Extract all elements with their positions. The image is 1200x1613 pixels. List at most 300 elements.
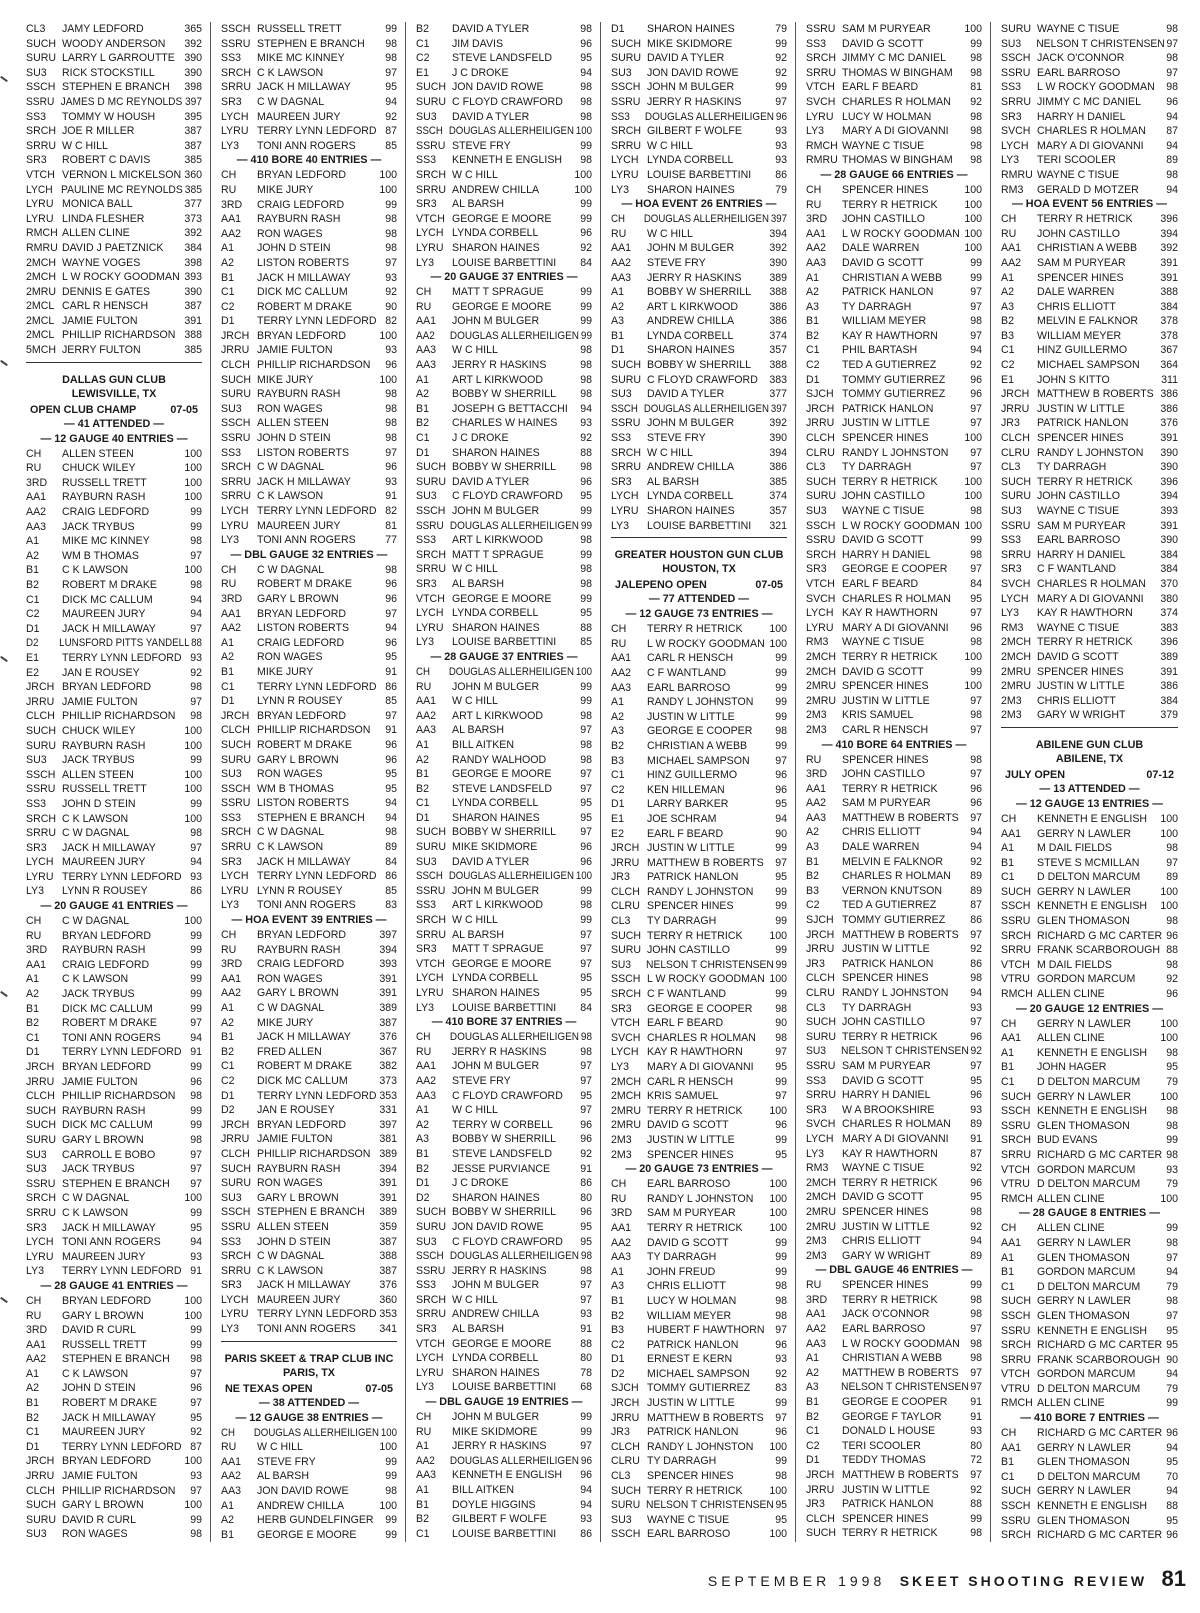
shooter-name: JOHN CASTILLO	[842, 1016, 926, 1029]
placement: SR3	[1001, 563, 1022, 576]
score: 90	[775, 827, 787, 840]
score: 96	[970, 1176, 982, 1189]
result-row	[26, 461, 202, 476]
score: 391	[184, 314, 202, 327]
placement: A1	[416, 1440, 429, 1453]
score: 99	[190, 1513, 202, 1526]
shooter-name: STEPHEN E BRANCH	[257, 1206, 365, 1219]
score: 100	[964, 519, 982, 532]
shooter-name: DOUGLAS ALLERHEILIGEN	[449, 1031, 579, 1044]
placement: SSCH	[221, 23, 251, 35]
placement: AA2	[221, 227, 242, 240]
score: 94	[385, 811, 397, 824]
score: 97	[580, 826, 592, 839]
event-heading: — HOA EVENT 26 ENTRIES —	[621, 198, 777, 211]
result-row	[611, 724, 787, 739]
placement: VTRU	[1001, 1178, 1030, 1191]
shooter-name: SPENCER HINES	[842, 432, 929, 445]
score: 97	[970, 446, 982, 459]
shooter-name: LISTON ROBERTS	[257, 446, 350, 459]
shooter-name: ROBERT M DRAKE	[257, 300, 352, 313]
result-row	[1001, 1265, 1178, 1280]
shooter-name: JOHN CASTILLO	[842, 768, 926, 781]
result-row	[26, 958, 202, 973]
score: 85	[385, 884, 397, 897]
result-row	[611, 1323, 787, 1338]
edge-mark	[0, 991, 8, 997]
result-row	[806, 986, 982, 1001]
placement: A1	[1001, 842, 1014, 855]
placement: SRCH	[1001, 929, 1032, 942]
score: 95	[580, 1089, 592, 1102]
placement: B2	[806, 1410, 819, 1423]
placement: SUCH	[416, 461, 447, 474]
placement: B1	[1001, 1266, 1014, 1279]
placement: 5MCH	[26, 344, 57, 357]
placement: CL3	[806, 1001, 826, 1014]
placement: SRRU	[221, 490, 252, 503]
placement: AA3	[806, 1337, 827, 1350]
result-row	[611, 271, 787, 286]
result-row	[806, 446, 982, 461]
result-row	[221, 928, 397, 943]
score: 98	[580, 23, 592, 35]
shooter-name: CARL R HENSCH	[647, 1075, 734, 1088]
score: 88	[580, 1337, 592, 1350]
result-row	[416, 1380, 592, 1395]
result-row	[416, 460, 592, 475]
shooter-name: JOHN HAGER	[1037, 1061, 1107, 1074]
placement: SR3	[26, 154, 47, 167]
score: 100	[769, 1207, 787, 1220]
result-row	[26, 1513, 202, 1528]
result-row	[26, 709, 202, 724]
shooter-name: CHRIS ELLIOTT	[647, 1280, 726, 1293]
score: 95	[1166, 1514, 1178, 1527]
score: 99	[775, 842, 787, 855]
score: 96	[970, 388, 982, 401]
score: 96	[385, 636, 397, 649]
placement: RU	[416, 300, 432, 313]
result-row	[1001, 577, 1178, 592]
result-row	[221, 796, 397, 811]
placement: B3	[611, 1324, 624, 1337]
score: 385	[769, 475, 787, 488]
score: 97	[1166, 1309, 1178, 1322]
placement: SURU	[221, 388, 252, 401]
shooter-name: DALE WARREN	[842, 242, 920, 255]
placement: JRCH	[26, 1061, 55, 1073]
shooter-name: DOUGLAS ALLERHEILIGEN	[449, 519, 579, 532]
placement: AA1	[221, 1455, 242, 1468]
score: 379	[1160, 709, 1178, 722]
shooter-name: GORDON MARCUM	[1037, 973, 1136, 986]
result-row	[26, 520, 202, 535]
placement: AA1	[1001, 1236, 1022, 1249]
score: 392	[1160, 242, 1178, 255]
shooter-name: DAVID G SCOTT	[842, 256, 924, 269]
score: 93	[385, 344, 397, 357]
shooter-name: MIKE SKIDMORE	[452, 1425, 538, 1438]
shooter-name: JIMMY C MC DANIEL	[1037, 95, 1141, 108]
score: 97	[775, 1324, 787, 1337]
score: 98	[970, 1352, 982, 1365]
placement: RU	[26, 929, 42, 942]
result-row	[611, 1133, 787, 1148]
result-row	[221, 241, 397, 256]
score: 98	[190, 535, 202, 548]
result-row	[416, 416, 592, 431]
edge-mark	[0, 76, 8, 82]
placement: A1	[1001, 1251, 1014, 1264]
result-row	[611, 285, 787, 300]
placement: SU3	[26, 1163, 47, 1176]
score: 91	[970, 1410, 982, 1423]
result-row	[806, 37, 982, 52]
result-row	[26, 651, 202, 666]
placement: CH	[221, 563, 237, 576]
score: 97	[970, 768, 982, 781]
score: 91	[385, 665, 397, 678]
shooter-name: JUSTIN W LITTLE	[647, 1133, 735, 1146]
shooter-name: LUCY W HOLMAN	[647, 1294, 737, 1307]
placement: LYRU	[611, 505, 639, 517]
shooter-name: STEPHEN E BRANCH	[62, 1177, 170, 1190]
shooter-name: GORDON MARCUM	[1037, 1163, 1136, 1176]
score: 99	[190, 929, 202, 942]
shooter-name: C W DAGNAL	[257, 95, 325, 108]
result-row	[26, 270, 202, 285]
result-row	[1001, 650, 1178, 665]
score: 91	[580, 1162, 592, 1175]
result-row	[1001, 139, 1178, 154]
placement: C1	[1001, 1076, 1015, 1088]
score: 93	[775, 139, 787, 152]
score: 94	[1166, 110, 1178, 123]
score: 94	[385, 622, 397, 635]
shooter-name: PATRICK HANLON	[647, 1338, 739, 1351]
score: 97	[190, 622, 202, 635]
placement: SURU	[416, 1220, 447, 1233]
shooter-name: MATTHEW B ROBERTS	[647, 856, 764, 869]
score: 99	[970, 271, 982, 284]
result-row	[26, 884, 202, 899]
placement: SSRU	[26, 95, 55, 108]
score: 100	[769, 973, 787, 986]
score: 96	[190, 1382, 202, 1395]
edge-mark	[0, 360, 8, 366]
shooter-name: FRED ALLEN	[257, 1045, 322, 1058]
placement: LYCH	[806, 1132, 834, 1145]
result-row	[221, 37, 397, 52]
shooter-name: CARL R HENSCH	[62, 300, 149, 313]
placement: CH	[221, 1426, 235, 1439]
shooter-name: GEORGE F TAYLOR	[842, 1410, 942, 1423]
result-row	[416, 475, 592, 490]
score: 387	[184, 300, 202, 313]
shooter-name: THOMAS W BINGHAM	[842, 66, 953, 79]
shooter-name: MAUREEN JURY	[62, 608, 146, 621]
score: 376	[379, 1279, 397, 1292]
shooter-name: GARY L BROWN	[257, 987, 339, 1000]
result-row	[611, 1075, 787, 1090]
result-row	[806, 1380, 982, 1395]
placement: E2	[26, 666, 39, 679]
result-row	[416, 971, 592, 986]
shooter-name: TEDDY THOMAS	[842, 1454, 926, 1467]
placement: CH	[1001, 1222, 1017, 1235]
result-row	[1001, 943, 1178, 958]
shooter-name: MAUREEN JURY	[257, 519, 341, 532]
shooter-name: GEORGE E MOORE	[452, 592, 552, 605]
result-row	[611, 110, 787, 125]
result-row	[806, 1293, 982, 1308]
score: 95	[385, 782, 397, 795]
shooter-name: JUSTIN W LITTLE	[647, 842, 735, 855]
event-heading: — 77 ATTENDED —	[648, 593, 750, 606]
score: 97	[970, 607, 982, 620]
score: 378	[1160, 315, 1178, 328]
score: 98	[1166, 1046, 1178, 1059]
edge-mark	[0, 1297, 8, 1303]
shooter-name: BRYAN LEDFORD	[62, 929, 152, 942]
score: 394	[1160, 490, 1178, 503]
placement: D1	[416, 1177, 430, 1190]
placement: VTCH	[26, 168, 55, 181]
placement: RU	[416, 1425, 432, 1438]
result-row	[416, 1191, 592, 1206]
score: 98	[1166, 1148, 1178, 1161]
score: 99	[190, 1061, 202, 1073]
score: 98	[970, 154, 982, 167]
shooter-name: TERRY LYNN LEDFORD	[62, 1046, 182, 1059]
score: 97	[580, 782, 592, 795]
placement: RU	[26, 1309, 42, 1322]
result-row	[611, 37, 787, 52]
placement: SRRU	[1001, 548, 1032, 561]
result-row	[221, 533, 397, 548]
result-row	[26, 490, 202, 505]
score: 394	[379, 1162, 397, 1175]
result-row	[611, 1118, 787, 1133]
result-row	[221, 329, 397, 344]
shooter-name: STEVE LANDSFELD	[452, 52, 553, 65]
shooter-name: MIKE JURY	[257, 373, 314, 386]
result-row	[806, 256, 982, 271]
placement: SUCH	[221, 738, 252, 751]
score: 79	[1166, 1382, 1178, 1395]
placement: RU	[221, 1441, 237, 1454]
result-row	[806, 957, 982, 972]
result-row	[221, 1278, 397, 1293]
score: 98	[1166, 1236, 1178, 1249]
result-row	[611, 1192, 787, 1207]
result-row	[221, 986, 397, 1001]
shooter-name: MARY A DI GIOVANNI	[842, 125, 949, 138]
score: 97	[970, 1366, 982, 1379]
result-row	[221, 753, 397, 768]
placement: 2M3	[806, 709, 827, 722]
score: 100	[769, 1192, 787, 1205]
placement: VTCH	[1001, 1163, 1030, 1176]
shooter-name: STEPHEN E BRANCH	[257, 811, 365, 824]
shooter-name: C F WANTLAND	[647, 988, 727, 1001]
result-row	[221, 723, 397, 738]
score: 99	[970, 37, 982, 50]
shooter-name: DOUGLAS ALLERHEILIGEN	[448, 665, 574, 678]
shooter-name: DICK MC CALLUM	[62, 593, 153, 606]
placement: B2	[611, 1309, 624, 1322]
placement: JRCH	[611, 1397, 640, 1410]
shooter-name: JOHN CASTILLO	[1037, 227, 1121, 240]
shooter-name: RAYBURN RASH	[257, 388, 341, 401]
score: 99	[775, 915, 787, 928]
score: 389	[769, 271, 787, 284]
placement: A3	[806, 841, 819, 854]
result-row	[26, 1338, 202, 1353]
result-row	[26, 826, 202, 841]
event-heading: — 13 ATTENDED —	[1039, 782, 1140, 795]
score: 96	[580, 1118, 592, 1131]
score: 98	[190, 1090, 202, 1103]
shooter-name: JAMIE FULTON	[62, 1470, 138, 1483]
result-row	[221, 680, 397, 695]
result-row	[221, 767, 397, 782]
score: 388	[769, 286, 787, 299]
placement: LYRU	[26, 212, 54, 225]
result-row	[806, 22, 982, 37]
shooter-name: D DELTON MARCUM	[1037, 1280, 1141, 1293]
score: 99	[190, 520, 202, 533]
result-row	[26, 51, 202, 66]
score: 93	[775, 154, 787, 167]
placement: C1	[26, 1426, 40, 1439]
score: 96	[775, 110, 787, 123]
placement: B1	[416, 768, 429, 781]
result-row	[221, 373, 397, 388]
score: 391	[1160, 519, 1178, 532]
shooter-name: TERRY R HETRICK	[842, 1176, 938, 1189]
shooter-name: KEN HILLEMAN	[647, 783, 725, 796]
placement: CLRU	[1001, 446, 1030, 459]
placement: SRRU	[416, 563, 447, 576]
shooter-name: TONI ANN ROGERS	[257, 534, 356, 547]
placement: A2	[416, 388, 429, 401]
shooter-name: JON DAVID ROWE	[452, 81, 544, 94]
score: 100	[769, 1484, 787, 1497]
score: 98	[775, 1031, 787, 1044]
shooter-name: THOMAS W BINGHAM	[842, 154, 953, 167]
result-row	[221, 51, 397, 66]
placement: JRCH	[1001, 388, 1030, 401]
shooter-name: LOUISE BARBETTINI	[452, 636, 557, 649]
shooter-name: TERRY R HETRICK	[647, 929, 743, 942]
result-row	[1001, 870, 1178, 885]
placement: AA1	[1001, 1441, 1022, 1454]
placement: SSCH	[416, 505, 446, 517]
result-row	[221, 504, 397, 519]
shooter-name: RON WAGES	[257, 227, 323, 240]
result-row	[416, 1220, 592, 1235]
score: 100	[379, 373, 397, 386]
result-row	[26, 80, 202, 95]
result-row	[1001, 475, 1178, 490]
shooter-name: C K LAWSON	[62, 1367, 129, 1380]
score: 83	[775, 1382, 787, 1395]
shooter-name: GERRY N LAWLER	[1037, 827, 1131, 840]
result-row	[1001, 1031, 1178, 1046]
placement: C1	[221, 1060, 235, 1073]
score: 99	[775, 681, 787, 694]
placement: AA3	[611, 271, 632, 284]
result-row	[1001, 1060, 1178, 1075]
placement: AA1	[806, 227, 827, 240]
result-row	[221, 636, 397, 651]
result-row	[26, 183, 202, 198]
score: 98	[580, 1045, 592, 1058]
event-heading: — 12 GAUGE 40 ENTRIES —	[40, 432, 188, 445]
shooter-name: ROBERT M DRAKE	[62, 579, 157, 591]
shooter-name: JERRY R HASKINS	[452, 1440, 547, 1453]
placement: A1	[611, 286, 624, 299]
shooter-name: SHARON HAINES	[647, 23, 735, 35]
placement: SVCH	[806, 95, 836, 108]
placement: JR3	[806, 1498, 825, 1511]
placement: 2MCH	[1001, 636, 1032, 649]
placement: A2	[26, 988, 39, 1001]
shooter-name: BOBBY W SHERRILL	[452, 388, 557, 401]
score: 100	[184, 1294, 202, 1307]
score: 98	[385, 213, 397, 226]
result-row	[806, 1366, 982, 1381]
result-row	[806, 1015, 982, 1030]
result-row	[1001, 621, 1178, 636]
result-row	[806, 1117, 982, 1132]
placement: 2M3	[1001, 694, 1022, 707]
placement: JRCH	[221, 709, 250, 722]
shooter-name: GERRY N LAWLER	[1037, 1236, 1131, 1249]
placement: D1	[26, 1440, 40, 1453]
placement: RU	[221, 183, 237, 196]
score: 99	[775, 1397, 787, 1410]
shooter-name: JACK TRYBUS	[62, 1163, 135, 1176]
score: 100	[184, 812, 202, 825]
placement: SSCH	[1001, 52, 1031, 65]
placement: JRCH	[26, 681, 55, 694]
result-row	[26, 549, 202, 564]
placement: SS3	[26, 797, 47, 810]
score: 99	[190, 944, 202, 957]
shoot-date: 07-05	[170, 403, 198, 416]
shoot-name: JALEPENO OPEN	[615, 579, 707, 592]
shooter-name: DAVID A TYLER	[452, 475, 530, 488]
placement: AA3	[221, 1485, 242, 1498]
placement: SR3	[221, 95, 242, 108]
result-row	[611, 841, 787, 856]
placement: JR3	[611, 871, 630, 884]
placement: SSRU	[221, 432, 251, 445]
score: 98	[190, 1353, 202, 1366]
result-row	[611, 1221, 787, 1236]
result-row	[1001, 1075, 1178, 1090]
placement: LYCH	[611, 154, 639, 167]
score: 97	[1166, 37, 1178, 50]
shooter-name: L W ROCKY GOODMAN	[647, 973, 765, 986]
score: 94	[190, 1236, 202, 1249]
placement: CLCH	[806, 972, 835, 985]
placement: SRCH	[26, 1192, 57, 1205]
shooter-name: JAMIE FULTON	[62, 695, 138, 708]
